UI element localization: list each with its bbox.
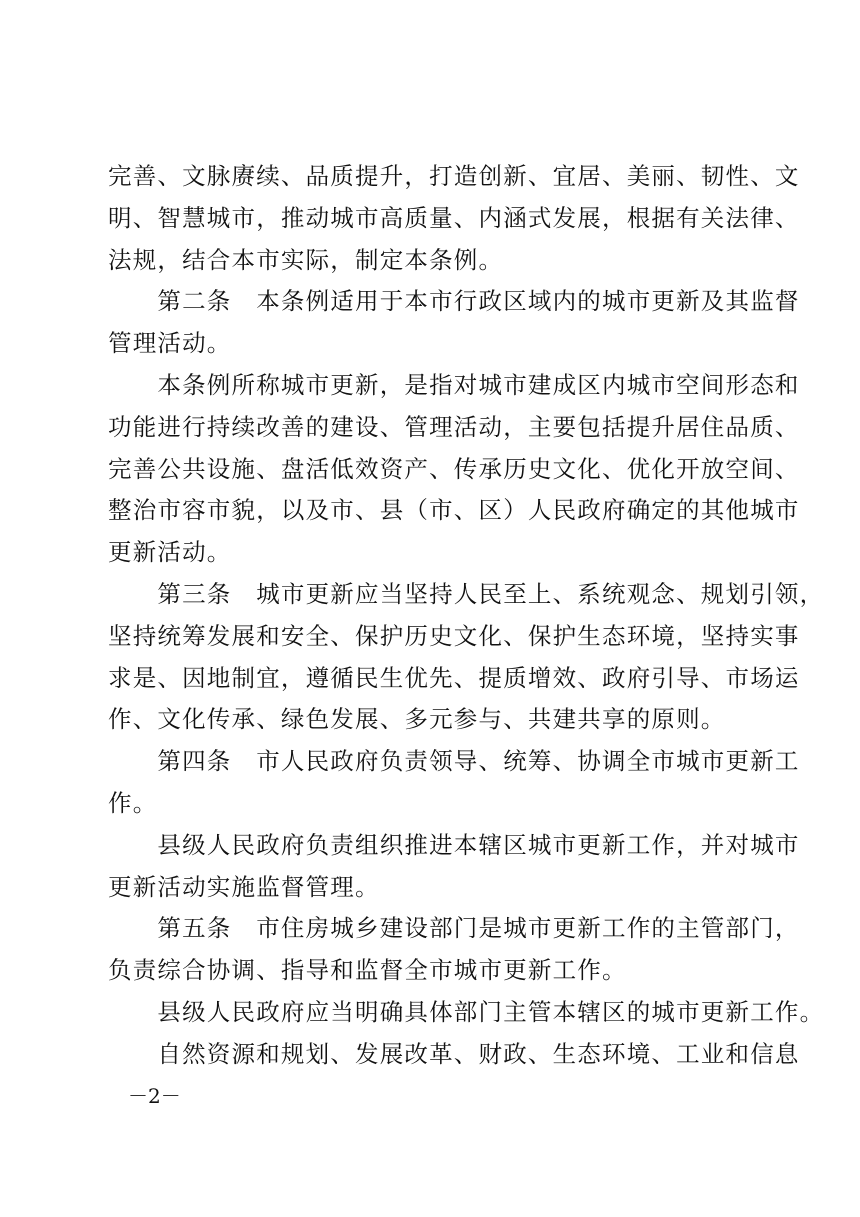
text-line: 法规，结合本市实际，制定本条例。	[108, 245, 504, 274]
text-line: 县级人民政府应当明确具体部门主管本辖区的城市更新工作。	[108, 997, 825, 1026]
article-4-heading-line: 第四条 市人民政府负责领导、统筹、协调全市城市更新工	[108, 747, 800, 776]
text-line: 功能进行持续改善的建设、管理活动，主要包括提升居住品质、	[108, 412, 800, 441]
text-line: 县级人民政府负责组织推进本辖区城市更新工作，并对城市	[108, 830, 800, 859]
text-line: 更新活动实施监督管理。	[108, 872, 380, 901]
text-line: 明、智慧城市，推动城市高质量、内涵式发展，根据有关法律、	[108, 203, 800, 232]
article-3-heading-line: 第三条 城市更新应当坚持人民至上、系统观念、规划引领，	[108, 579, 825, 608]
page-number: －2－	[128, 1084, 181, 1108]
text-line: 更新活动。	[108, 538, 232, 567]
text-line: 本条例所称城市更新，是指对城市建成区内城市空间形态和	[108, 370, 800, 399]
text-line: 完善、文脉赓续、品质提升，打造创新、宜居、美丽、韧性、文	[108, 162, 800, 190]
text-line: 整治市容市貌，以及市、县（市、区）人民政府确定的其他城市	[108, 496, 800, 525]
text-line: 坚持统筹发展和安全、保护历史文化、保护生态环境，坚持实事	[108, 621, 800, 650]
document-body	[108, 158, 825, 1078]
article-5-heading-line: 第五条 市住房城乡建设部门是城市更新工作的主管部门，	[108, 914, 800, 943]
text-line: 自然资源和规划、发展改革、财政、生态环境、工业和信息	[108, 1039, 800, 1068]
text-line: 负责综合协调、指导和监督全市城市更新工作。	[108, 956, 627, 985]
text-line: 求是、因地制宜，遵循民生优先、提质增效、政府引导、市场运	[108, 663, 800, 692]
text-line: 完善公共设施、盘活低效资产、传承历史文化、优化开放空间、	[108, 454, 800, 483]
text-line: 作。	[108, 788, 158, 817]
article-2-heading-line: 第二条 本条例适用于本市行政区域内的城市更新及其监督	[108, 287, 800, 316]
text-line: 管理活动。	[108, 329, 232, 358]
text-line: 作、文化传承、绿色发展、多元参与、共建共享的原则。	[108, 705, 726, 734]
